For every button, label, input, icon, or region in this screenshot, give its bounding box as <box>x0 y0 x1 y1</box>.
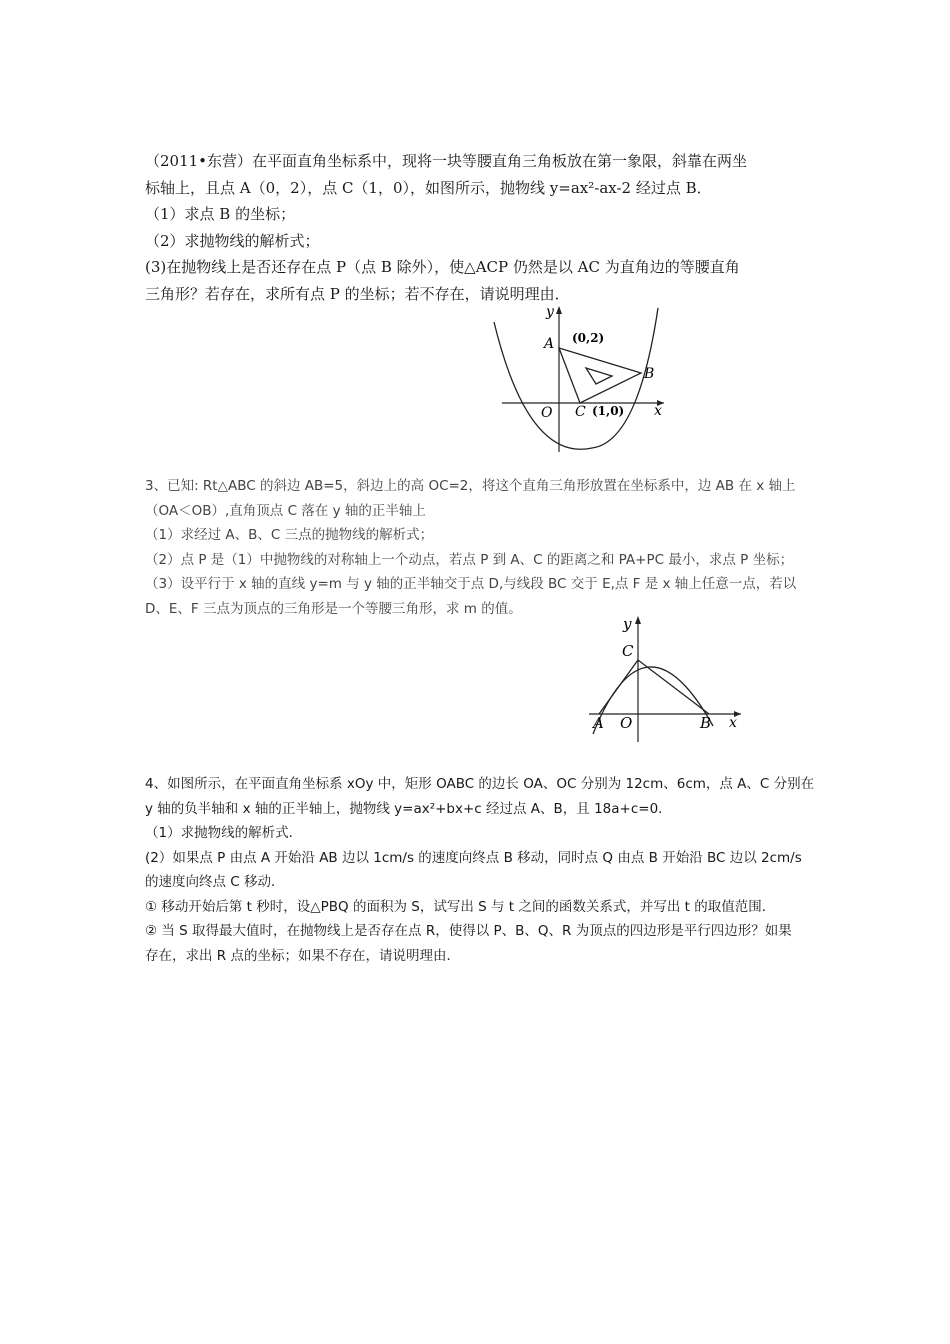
q4-line: （1）求抛物线的解析式． <box>145 825 303 841</box>
x-label: x <box>654 403 662 419</box>
q3-line: 3、已知: Rt△ABC 的斜边 AB=5，斜边上的高 OC=2，将这个直角三角形放置在坐标系中，边 AB 在 x 轴上 <box>145 478 796 494</box>
question-3 <box>145 474 810 621</box>
triangle-plate <box>559 348 641 403</box>
x-label: x <box>729 715 737 731</box>
q2-line: (3)在抛物线上是否还存在点 P（点 B 除外），使△ACP 仍然是以 AC 为直角边的等腰直角 <box>145 258 740 276</box>
q3-line: （1）求经过 A、B、C 三点的抛物线的解析式； <box>145 527 434 543</box>
origin-label: O <box>541 405 553 421</box>
y-axis-arrow <box>556 306 562 314</box>
question-4 <box>145 772 815 968</box>
q4-line: 4、如图所示，在平面直角坐标系 xOy 中，矩形 OABC 的边长 OA、OC 分别为 12cm、6cm，点 A、C 分别在 <box>145 776 815 792</box>
point-a-label: A <box>544 336 555 352</box>
parabola-triangle-figure <box>488 302 670 458</box>
point-b-label: B <box>644 366 655 382</box>
y-label: y <box>623 615 632 633</box>
point-c-label: C <box>622 642 634 660</box>
right-triangle-parabola-figure <box>585 614 745 744</box>
point-c-label: C <box>575 404 586 420</box>
origin-label: O <box>620 714 633 732</box>
q4-line: ① 移动开始后第 t 秒时，设△PBQ 的面积为 S，试写出 S 与 t 之间的函数关系式，并写出 t 的取值范围． <box>145 898 776 915</box>
point-c-coord: (1,0) <box>592 404 625 418</box>
parabola-curve <box>494 308 658 449</box>
point-a-label: A <box>593 714 604 732</box>
point-a-coord: (0,2) <box>572 331 605 345</box>
y-axis-arrow <box>635 616 641 624</box>
q4-line: (2）如果点 P 由点 A 开始沿 AB 边以 1cm/s 的速度向终点 B 移动，同时点 Q 由点 B 开始沿 BC 边以 2cm/s <box>145 849 802 866</box>
q4-line: ② 当 S 取得最大值时，在抛物线上是否存在点 R，使得以 P、B、Q、R 为顶点的四边形是平行四边形？如果 <box>145 923 792 939</box>
q2-line: （1）求点 B 的坐标； <box>145 205 296 223</box>
q2-line: 标轴上，且点 A（0，2），点 C（1，0），如图所示，抛物线 y=ax²-ax-2 经过点 B． <box>145 178 712 197</box>
triangle-hole <box>586 368 612 384</box>
q2-line: 三角形？若存在，求所有点 P 的坐标；若不存在，请说明理由． <box>145 284 570 303</box>
q3-line: D、E、F 三点为顶点的三角形是一个等腰三角形，求 m 的值。 <box>145 600 522 617</box>
y-label: y <box>546 304 554 320</box>
q2-line: （2）求抛物线的解析式； <box>145 231 320 250</box>
triangle-abc <box>599 660 709 714</box>
point-b-label: B <box>700 714 712 732</box>
q4-line: 的速度向终点 C 移动． <box>145 874 285 890</box>
parabola-curve <box>593 667 713 734</box>
question-2017-dongying <box>145 148 810 307</box>
q3-line: （OA＜OB）,直角顶点 C 落在 y 轴的正半轴上 <box>145 502 426 519</box>
q2-line: （2011•东营）在平面直角坐标系中，现将一块等腰直角三角板放在第一象限，斜靠在两坐 <box>145 152 748 170</box>
q3-line: （2）点 P 是（1）中抛物线的对称轴上一个动点，若点 P 到 A、C 的距离之和 PA+PC 最小，求点 P 坐标； <box>145 551 794 568</box>
q3-line: （3）设平行于 x 轴的直线 y=m 与 y 轴的正半轴交于点 D,与线段 BC 交于 E,点 F 是 x 轴上任意一点，若以 <box>145 576 797 592</box>
q4-line: y 轴的负半轴和 x 轴的正半轴上，抛物线 y=ax²+bx+c 经过点 A、B，且 18a+c=0． <box>145 800 672 817</box>
q4-line: 存在，求出 R 点的坐标；如果不存在，请说明理由． <box>145 947 460 964</box>
